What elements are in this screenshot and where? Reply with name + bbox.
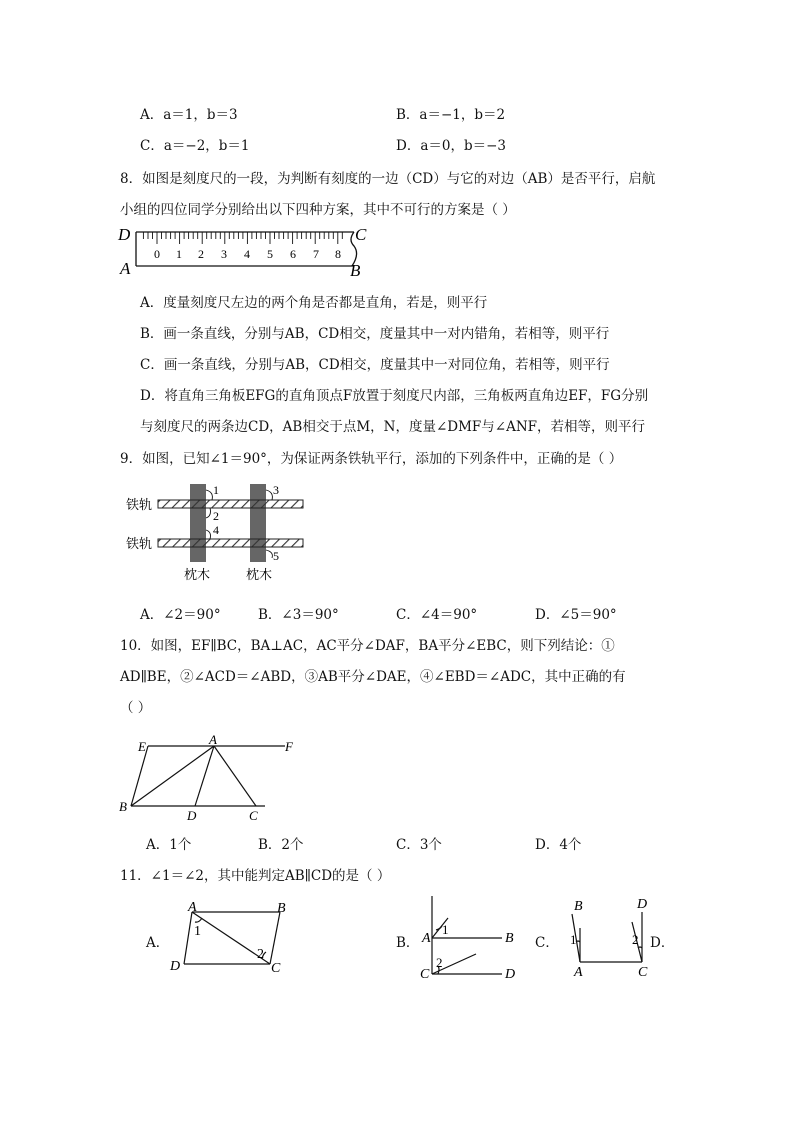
figc-point-c: C	[638, 965, 648, 978]
q11-stem: 11．∠1＝∠2，其中能判定AB∥CD的是（ ）	[120, 868, 391, 884]
q8-option-d-line1: D．将直角三角板EFG的直角顶点F放置于刻度尺内部，三角板两直角边EF，FG分别	[140, 388, 649, 404]
q9-option-c: C．∠4＝90°	[396, 607, 478, 623]
q7-option-b: B．a＝−1，b＝2	[396, 107, 506, 123]
figc-point-d: D	[637, 897, 648, 912]
ruler-label-c: C	[355, 225, 367, 244]
q11-option-c-label: C．	[535, 935, 559, 951]
triangle-figure	[115, 732, 305, 824]
q10-stem-line2: AD∥BE，②∠ACD＝∠ABD，③AB平分∠DAE，④∠EBD＝∠ADC，其中正确的有	[120, 669, 626, 685]
point-a: A	[209, 732, 217, 747]
figc-point-a: A	[574, 965, 583, 978]
figa-point-b: B	[277, 901, 286, 916]
figb-point-c: C	[420, 967, 430, 980]
figa-point-c: C	[271, 961, 281, 976]
tick-label: 7	[313, 247, 319, 261]
tick-label: 3	[221, 247, 227, 261]
ruler-tick-labels	[154, 247, 341, 261]
rail-top	[158, 500, 303, 508]
q11-option-b-label: B．	[396, 935, 420, 951]
q10-stem-line1: 10．如图，EF∥BC，BA⊥AC，AC平分∠DAF，BA平分∠EBC，则下列结论：①	[120, 638, 615, 654]
q9-option-b: B．∠3＝90°	[258, 607, 339, 623]
q11-figure-b	[414, 890, 524, 980]
q7-option-d: D．a＝0，b＝−3	[396, 138, 507, 154]
angle-2-label: 2	[213, 509, 219, 523]
point-d: D	[187, 808, 197, 823]
rail-label-top: 铁轨	[126, 497, 153, 512]
q10-option-c: C．3个	[396, 837, 442, 853]
tick-label: 5	[267, 247, 273, 261]
rail-figure	[122, 478, 322, 586]
figa-point-a: A	[188, 900, 197, 915]
q9-option-d: D．∠5＝90°	[535, 607, 617, 623]
tick-label: 1	[176, 247, 182, 261]
angle-1-label: 1	[213, 483, 219, 497]
ruler-label-b: B	[350, 261, 361, 280]
q10-option-a: A．1个	[146, 837, 192, 853]
tick-label: 4	[244, 247, 250, 261]
angle-3-label: 3	[273, 483, 279, 497]
point-f: F	[285, 739, 293, 754]
q8-option-d-line2: 与刻度尺的两条边CD，AB相交于点M，N，度量∠DMF与∠ANF，若相等，则平行	[140, 419, 646, 435]
figc-point-b: B	[574, 899, 583, 914]
q10-stem-line3: （ ）	[120, 700, 152, 716]
figc-angle-2: 2	[632, 932, 639, 947]
q10-option-b: B．2个	[258, 837, 304, 853]
q9-option-a: A．∠2＝90°	[140, 607, 221, 623]
q8-option-c: C．画一条直线，分别与AB，CD相交，度量其中一对同位角，若相等，则平行	[140, 357, 610, 373]
q11-option-d-label: D．	[650, 935, 675, 951]
figb-angle-2: 2	[436, 955, 443, 970]
tick-label: 8	[335, 247, 341, 261]
ruler-figure	[114, 222, 374, 280]
q10-option-d: D．4个	[535, 837, 582, 853]
tick-label: 6	[290, 247, 296, 261]
sleeper-left	[190, 484, 206, 562]
figb-point-a: A	[422, 931, 431, 946]
rail-label-bottom: 铁轨	[126, 536, 153, 551]
figb-point-b: B	[505, 931, 514, 946]
tick-label: 0	[154, 247, 160, 261]
figc-angle-1: 1	[570, 932, 577, 947]
rail-bottom	[158, 539, 303, 547]
q11-option-a-label: A．	[146, 935, 170, 951]
q8-stem-line2: 小组的四位同学分别给出以下四种方案，其中不可行的方案是（ ）	[120, 202, 516, 218]
q7-option-a: A．a＝1，b＝3	[140, 107, 238, 123]
figa-angle-2: 2	[257, 947, 264, 962]
figa-angle-1: 1	[194, 924, 201, 939]
figa-point-d: D	[170, 959, 181, 974]
point-b: B	[119, 799, 127, 814]
q11-figure-a	[166, 896, 296, 976]
q7-option-c: C．a＝−2，b＝1	[140, 138, 250, 154]
q9-stem: 9．如图，已知∠1＝90°，为保证两条铁轨平行，添加的下列条件中，正确的是（ ）	[120, 451, 623, 467]
sleeper-label-left: 枕木	[184, 567, 211, 582]
ruler-ticks	[143, 232, 342, 244]
angle-4-label: 4	[213, 523, 219, 537]
figb-point-d: D	[505, 967, 516, 980]
q11-figure-c	[556, 892, 656, 978]
sleeper-right	[250, 484, 266, 562]
figb-angle-1: 1	[442, 922, 449, 937]
q8-option-b: B．画一条直线，分别与AB，CD相交，度量其中一对内错角，若相等，则平行	[140, 326, 610, 342]
sleeper-label-right: 枕木	[246, 567, 273, 582]
angle-5-label: 5	[273, 549, 279, 563]
point-c: C	[249, 808, 258, 823]
ruler-label-a: A	[120, 259, 131, 278]
point-e: E	[138, 739, 146, 754]
ruler-label-d: D	[118, 225, 131, 244]
tick-label: 2	[198, 247, 204, 261]
q8-stem-line1: 8．如图是刻度尺的一段，为判断有刻度的一边（CD）与它的对边（AB）是否平行，启航	[120, 171, 656, 187]
q8-option-a: A．度量刻度尺左边的两个角是否都是直角，若是，则平行	[140, 295, 488, 311]
